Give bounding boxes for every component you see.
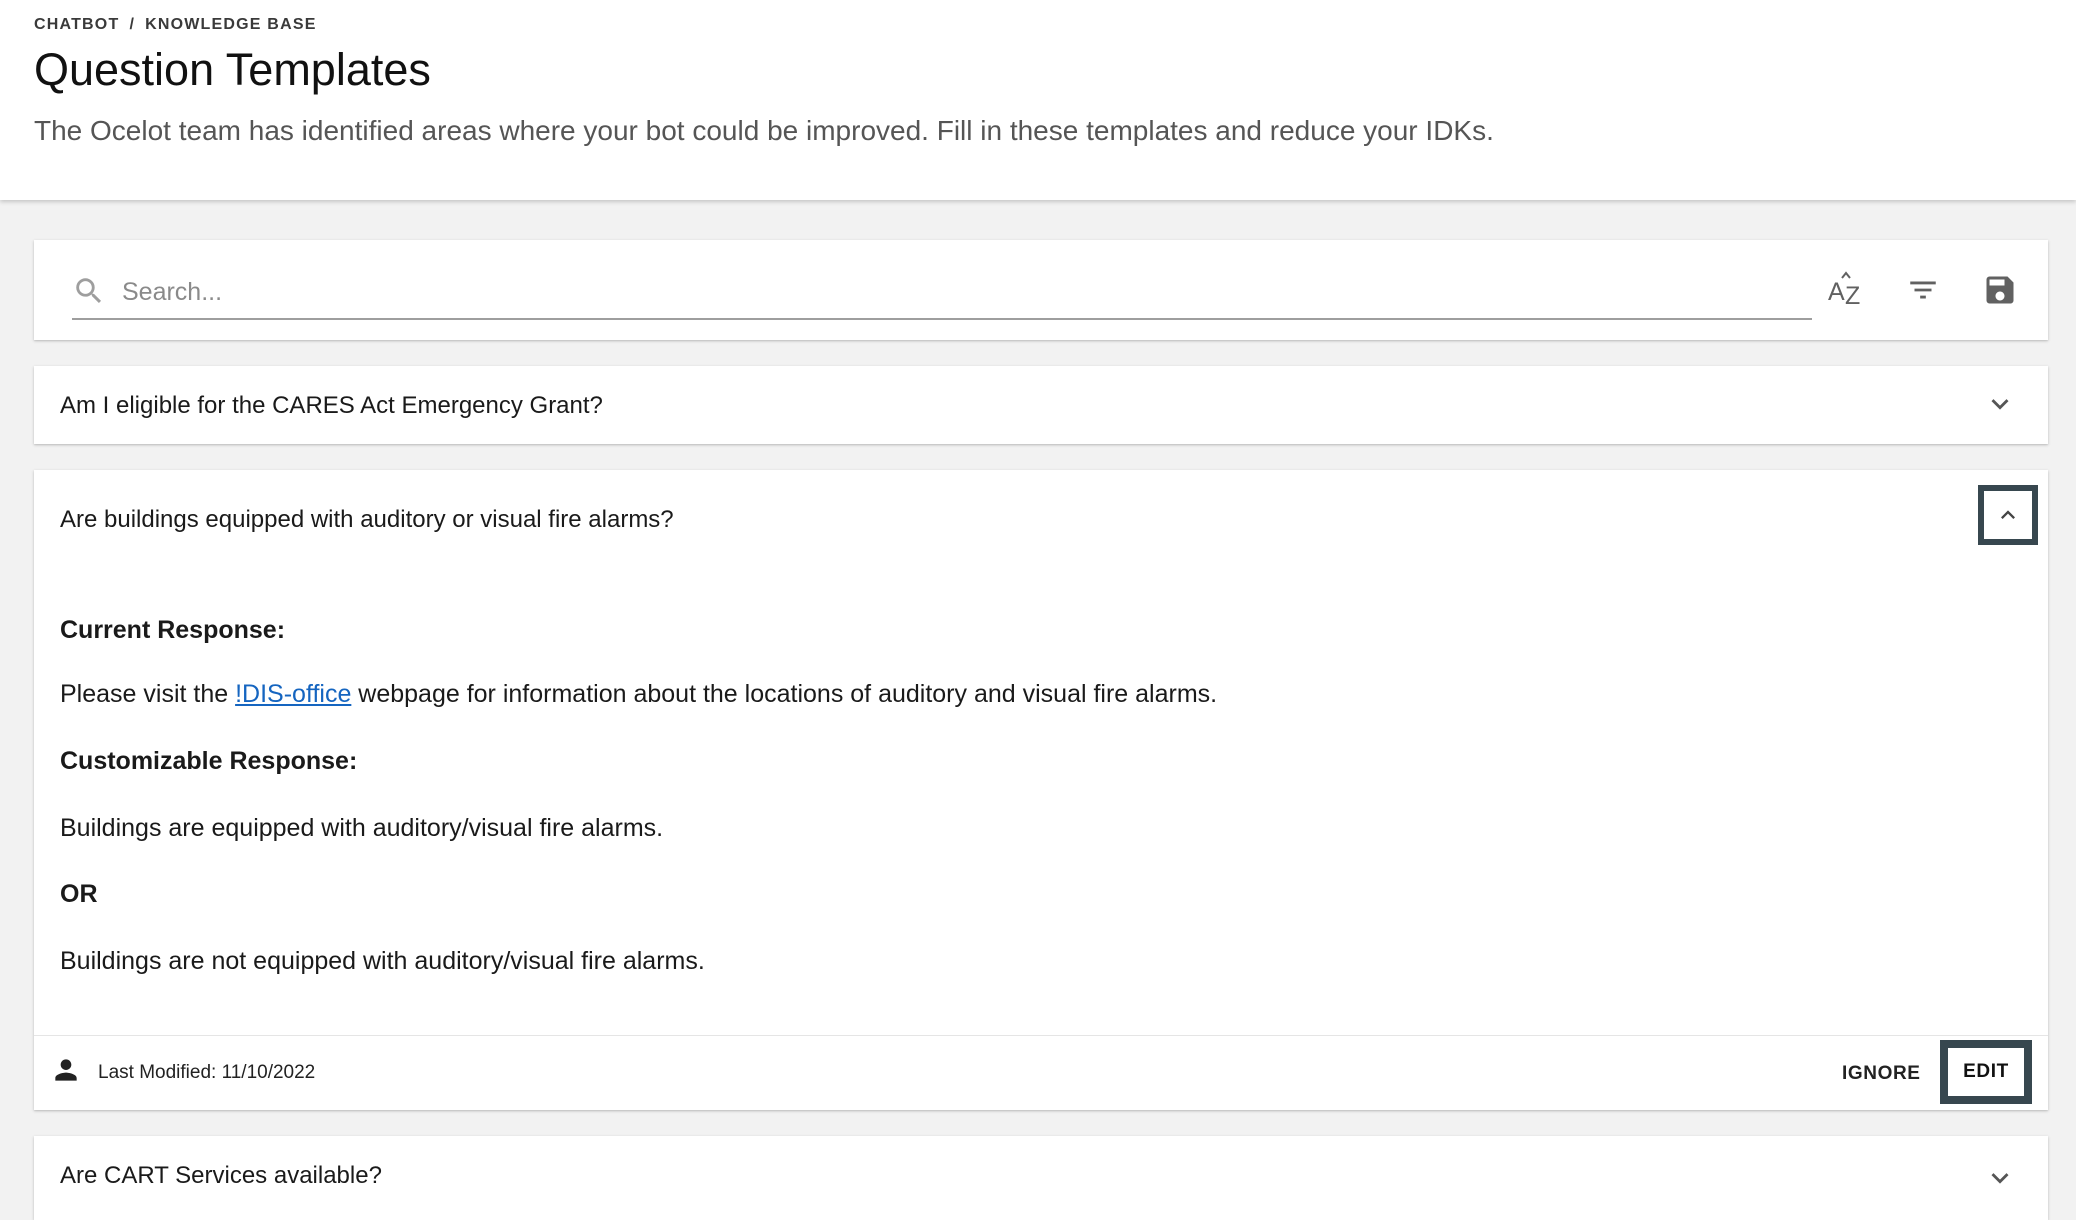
breadcrumb [34, 16, 317, 34]
expand-button[interactable] [1982, 1160, 2018, 1196]
filter-icon [1906, 273, 1940, 307]
svg-text:A: A [1828, 278, 1845, 306]
question-card-expanded [34, 470, 2048, 1110]
svg-text:Z: Z [1845, 282, 1861, 310]
current-response-prefix: Please visit the [60, 680, 236, 708]
card-footer [34, 1035, 2048, 1110]
breadcrumb-chatbot[interactable]: CHATBOT [34, 16, 120, 33]
edit-button[interactable]: EDIT [1940, 1040, 2032, 1104]
expand-button[interactable] [1982, 386, 2018, 422]
sort-alpha-button[interactable] [1822, 266, 1870, 314]
chevron-up-icon [1994, 501, 2022, 529]
sort-alpha-icon [1826, 270, 1866, 310]
current-response-text [60, 680, 1217, 709]
dis-office-link[interactable]: !DIS-office [235, 680, 352, 708]
current-response-suffix: webpage for information about the locations of auditory and visual fire alarms. [351, 680, 1218, 708]
last-modified: Last Modified: 11/10/2022 [98, 1062, 316, 1083]
or-label: OR [60, 880, 98, 908]
collapse-button[interactable] [1978, 485, 2038, 545]
question-text: Are CART Services available? [60, 1162, 382, 1189]
chevron-down-icon [1983, 1161, 2017, 1195]
response-option-1: Buildings are equipped with auditory/visual fire alarms. [60, 814, 664, 842]
page-subtitle: The Ocelot team has identified areas where your bot could be improved. Fill in these templates and reduce your IDKs. [34, 115, 1494, 146]
search-icon [72, 274, 106, 308]
save-icon [1982, 272, 2018, 308]
search-field[interactable] [72, 268, 1812, 320]
customizable-response-label: Customizable Response: [60, 747, 358, 775]
page-header [0, 0, 2076, 200]
chevron-down-icon [1983, 387, 2017, 421]
question-text: Are buildings equipped with auditory or visual fire alarms? [60, 506, 674, 533]
breadcrumb-knowledge-base[interactable]: KNOWLEDGE BASE [145, 16, 317, 33]
current-response-label: Current Response: [60, 616, 286, 644]
search-toolbar [34, 240, 2048, 340]
person-icon [50, 1054, 82, 1086]
save-button[interactable] [1976, 266, 2024, 314]
ignore-button[interactable]: IGNORE [1842, 1063, 1921, 1084]
page-title: Question Templates [34, 44, 431, 95]
question-text: Am I eligible for the CARES Act Emergency Grant? [60, 392, 603, 419]
breadcrumb-separator: / [129, 16, 136, 33]
question-card[interactable] [34, 1136, 2048, 1220]
filter-button[interactable] [1899, 266, 1947, 314]
search-input[interactable] [122, 270, 1802, 314]
response-option-2: Buildings are not equipped with auditory/visual fire alarms. [60, 947, 705, 975]
question-card[interactable] [34, 366, 2048, 444]
